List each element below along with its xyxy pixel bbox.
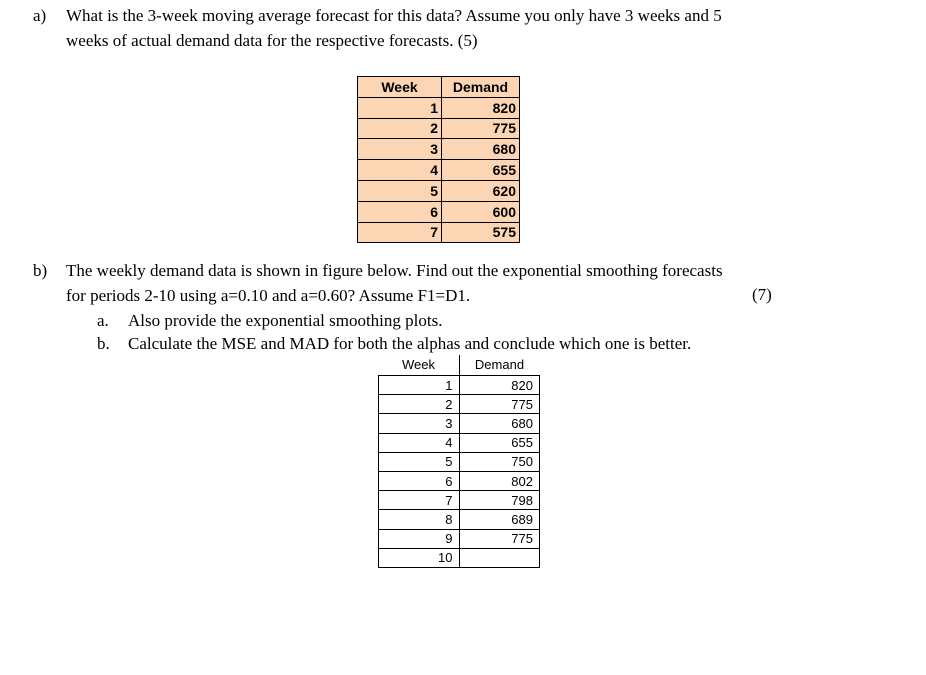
- week-cell: 2: [358, 118, 442, 139]
- table-row: [379, 510, 540, 529]
- table-row: [379, 529, 540, 548]
- header-demand: Demand: [459, 355, 540, 376]
- header-week: Week: [379, 355, 460, 376]
- week-cell: 4: [379, 433, 460, 452]
- week-cell: 8: [379, 510, 460, 529]
- table-row: [379, 433, 540, 452]
- week-cell: 5: [379, 452, 460, 471]
- table-header-row: [358, 77, 520, 98]
- week-cell: 6: [379, 471, 460, 490]
- table-row: [358, 139, 520, 160]
- demand-cell: 575: [442, 222, 520, 243]
- demand-cell: 680: [459, 414, 540, 433]
- demand-cell: 820: [459, 376, 540, 395]
- subitem-b-label: b.: [97, 334, 110, 353]
- table-row: [379, 376, 540, 395]
- week-cell: 3: [379, 414, 460, 433]
- header-week: Week: [358, 77, 442, 98]
- table-row: [358, 180, 520, 201]
- week-cell: 1: [379, 376, 460, 395]
- subitem-a-label: a.: [97, 311, 109, 330]
- demand-cell: 798: [459, 491, 540, 510]
- week-cell: 1: [358, 97, 442, 118]
- demand-cell: 802: [459, 471, 540, 490]
- question-a-line-2: weeks of actual demand data for the respective forecasts. (5): [66, 30, 478, 50]
- table-row: [358, 160, 520, 181]
- demand-cell: 775: [459, 395, 540, 414]
- demand-cell: 680: [442, 139, 520, 160]
- week-cell: 2: [379, 395, 460, 414]
- table-row: [379, 471, 540, 490]
- demand-cell: 655: [459, 433, 540, 452]
- week-cell: 9: [379, 529, 460, 548]
- demand-cell: 655: [442, 160, 520, 181]
- table-row: [379, 491, 540, 510]
- table-row: [358, 222, 520, 243]
- moving-average-demand-table: [357, 76, 520, 243]
- table-header-row: [379, 355, 540, 376]
- table-row: [379, 548, 540, 567]
- demand-cell: 689: [459, 510, 540, 529]
- week-cell: 3: [358, 139, 442, 160]
- week-cell: 10: [379, 548, 460, 567]
- table-row: [358, 118, 520, 139]
- question-b-label: b): [33, 261, 48, 280]
- question-b-marks: (7): [752, 285, 772, 304]
- exponential-smoothing-demand-table: [378, 355, 540, 568]
- table-row: [358, 97, 520, 118]
- question-a-label: a): [33, 6, 47, 25]
- question-b-line-2: for periods 2-10 using a=0.10 and a=0.60? Assume F1=D1.: [66, 285, 471, 305]
- demand-cell: 775: [442, 118, 520, 139]
- demand-cell: 600: [442, 201, 520, 222]
- week-cell: 6: [358, 201, 442, 222]
- demand-cell: [459, 548, 540, 567]
- subitem-a-text: Also provide the exponential smoothing plots.: [128, 311, 443, 330]
- demand-cell: 620: [442, 180, 520, 201]
- header-demand: Demand: [442, 77, 520, 98]
- table-row: [379, 414, 540, 433]
- table-row: [379, 395, 540, 414]
- week-cell: 7: [379, 491, 460, 510]
- week-cell: 4: [358, 160, 442, 181]
- question-b-line-1: The weekly demand data is shown in figure below. Find out the exponential smoothing forecasts: [66, 261, 723, 280]
- demand-cell: 820: [442, 97, 520, 118]
- week-cell: 7: [358, 222, 442, 243]
- week-cell: 5: [358, 180, 442, 201]
- table-row: [379, 452, 540, 471]
- subitem-b-text: Calculate the MSE and MAD for both the alphas and conclude which one is better.: [128, 334, 692, 353]
- question-a-line-1: What is the 3-week moving average forecast for this data? Assume you only have 3 weeks and 5: [66, 6, 722, 25]
- demand-cell: 750: [459, 452, 540, 471]
- demand-cell: 775: [459, 529, 540, 548]
- table-row: [358, 201, 520, 222]
